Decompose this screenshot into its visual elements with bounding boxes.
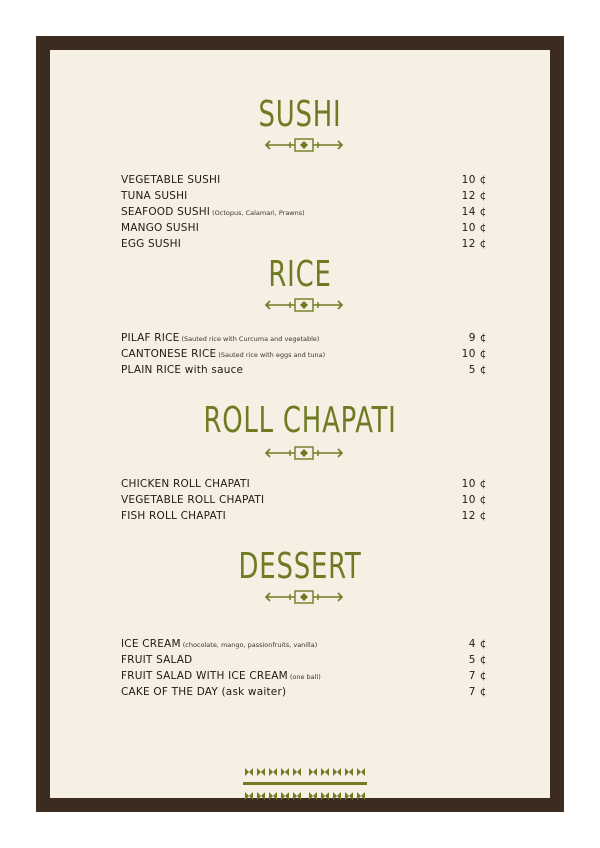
price: 5 ¢ bbox=[468, 364, 487, 376]
menu-item: MANGO SUSHI 10 ¢ bbox=[121, 222, 487, 234]
menu-item: FISH ROLL CHAPATI 12 ¢ bbox=[121, 510, 487, 522]
price: 7 ¢ bbox=[468, 686, 487, 698]
section-title-dessert: DESSERT bbox=[238, 546, 362, 587]
price: 10 ¢ bbox=[461, 174, 487, 186]
menu-item: EGG SUSHI 12 ¢ bbox=[121, 238, 487, 250]
menu-page bbox=[50, 50, 550, 798]
section-title-rice: RICE bbox=[268, 254, 332, 295]
menu-item: CHICKEN ROLL CHAPATI 10 ¢ bbox=[121, 478, 487, 490]
sushi-items bbox=[121, 172, 487, 252]
price: 12 ¢ bbox=[461, 190, 487, 202]
menu-item: SEAFOOD SUSHI (Octopus, Calamari, Prawns) 14 ¢ bbox=[121, 206, 487, 218]
menu-item: TUNA SUSHI 12 ¢ bbox=[121, 190, 487, 202]
price: 10 ¢ bbox=[461, 494, 487, 506]
divider-ornament-icon bbox=[264, 138, 344, 152]
price: 9 ¢ bbox=[468, 332, 487, 344]
menu-item: ICE CREAM (chocolate, mango, passionfruits, vanilla) 4 ¢ bbox=[121, 638, 487, 650]
menu-frame bbox=[36, 36, 564, 812]
menu-item: VEGETABLE ROLL CHAPATI 10 ¢ bbox=[121, 494, 487, 506]
price: 10 ¢ bbox=[461, 478, 487, 490]
price: 14 ¢ bbox=[461, 206, 487, 218]
menu-item: VEGETABLE SUSHI 10 ¢ bbox=[121, 174, 487, 186]
price: 10 ¢ bbox=[461, 348, 487, 360]
divider-ornament-icon bbox=[264, 446, 344, 460]
divider-ornament-icon bbox=[264, 590, 344, 604]
price: 7 ¢ bbox=[468, 670, 487, 682]
menu-item: PLAIN RICE with sauce 5 ¢ bbox=[121, 364, 487, 376]
menu-item: CAKE OF THE DAY (ask waiter) 7 ¢ bbox=[121, 686, 487, 698]
menu-item: FRUIT SALAD WITH ICE CREAM (one ball) 7 ¢ bbox=[121, 670, 487, 682]
price: 10 ¢ bbox=[461, 222, 487, 234]
dessert-items bbox=[121, 636, 487, 700]
section-title-sushi: SUSHI bbox=[258, 94, 342, 135]
price: 12 ¢ bbox=[461, 238, 487, 250]
price: 12 ¢ bbox=[461, 510, 487, 522]
menu-item: FRUIT SALAD 5 ¢ bbox=[121, 654, 487, 666]
divider-ornament-icon bbox=[264, 298, 344, 312]
roll-chapati-items bbox=[121, 476, 487, 524]
menu-item: PILAF RICE (Sauted rice with Curcuma and vegetable) 9 ¢ bbox=[121, 332, 487, 344]
footer-ornament-icon bbox=[243, 768, 367, 804]
price: 4 ¢ bbox=[468, 638, 487, 650]
section-title-roll-chapati: ROLL CHAPATI bbox=[203, 400, 397, 441]
price: 5 ¢ bbox=[468, 654, 487, 666]
rice-items bbox=[121, 330, 487, 378]
menu-item: CANTONESE RICE (Sauted rice with eggs and tuna) 10 ¢ bbox=[121, 348, 487, 360]
